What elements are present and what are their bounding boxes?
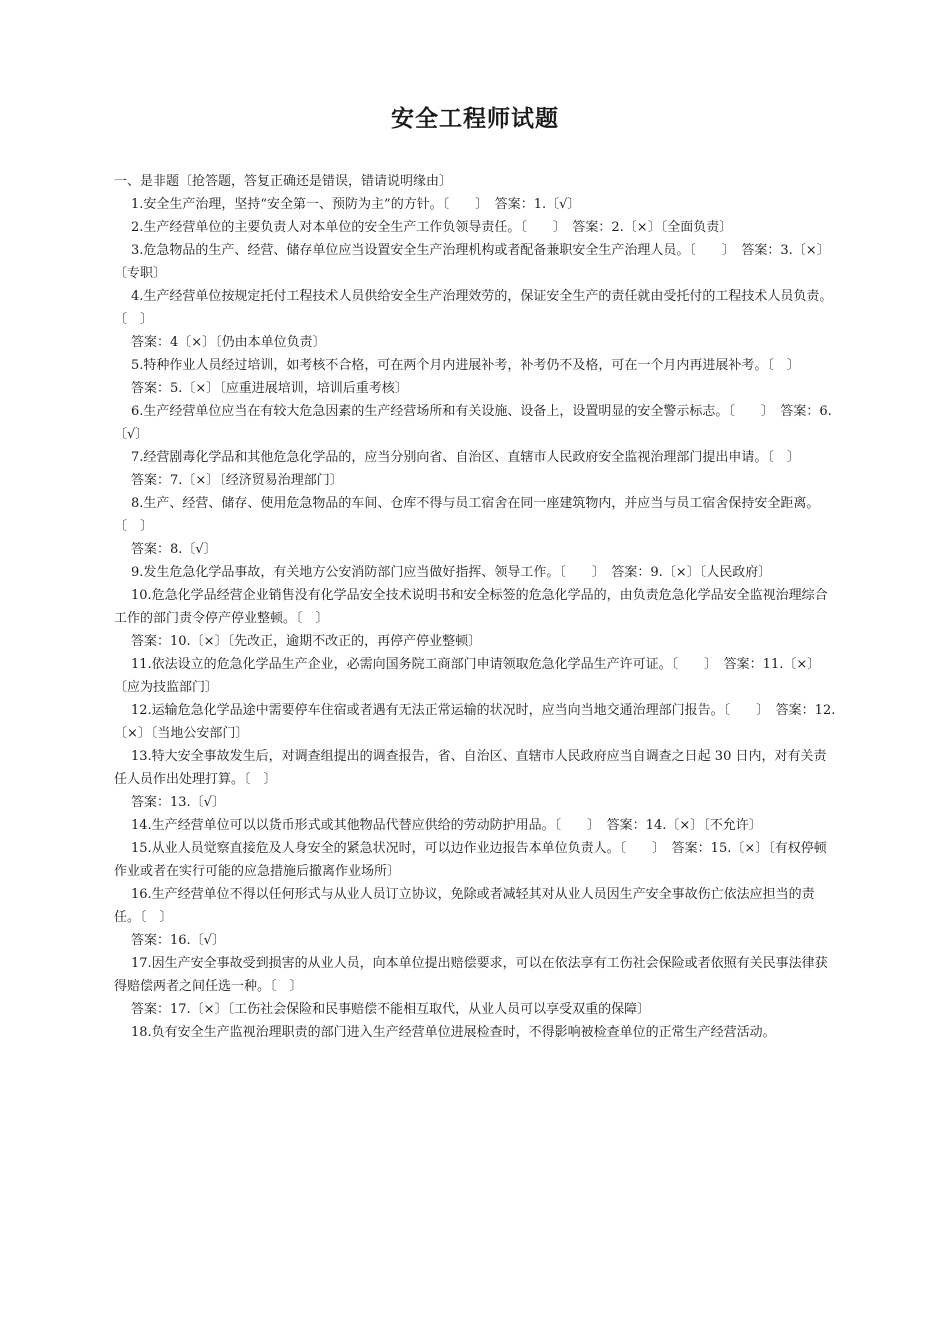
document-body xyxy=(114,170,838,1044)
question-5: 5.特种作业人员经过培训，如考核不合格，可在两个月内进展补考，补考仍不及格，可在一个月内再进展补考。〔 〕 xyxy=(131,358,800,373)
answer-16: 答案：16.〔√〕 xyxy=(131,933,225,948)
question-13: 13.特大安全事故发生后，对调查组提出的调查报告，省、自治区、直辖市人民政府应当自调查之日起 30 日内，对有关责任人员作出处理打算。〔 〕 xyxy=(114,749,827,787)
question-14: 14.生产经营单位可以以货币形式或其他物品代替应供给的劳动防护用品。〔 〕 答案：14.〔×〕〔不允许〕 xyxy=(131,818,762,833)
question-10: 10.危急化学品经营企业销售没有化学品安全技术说明书和安全标签的危急化学品的，由负责危急化学品安全监视治理综合工作的部门责令停产停业整顿。〔 〕 xyxy=(114,588,828,626)
question-4: 4.生产经营单位按规定托付工程技术人员供给安全生产治理效劳的，保证安全生产的责任就由受托付的工程技术人员负责。〔 〕 xyxy=(114,289,833,327)
document-title: 安全工程师试题 xyxy=(391,105,559,132)
question-6: 6.生产经营单位应当在有较大危急因素的生产经营场所和有关设施、设备上，设置明显的安全警示标志。〔 〕 答案：6.〔√〕 xyxy=(114,404,832,442)
question-3: 3.危急物品的生产、经营、储存单位应当设置安全生产治理机构或者配备兼职安全生产治理人员。〔 〕 答案：3.〔×〕〔专职〕 xyxy=(114,243,830,281)
question-9: 9.发生危急化学品事故，有关地方公安消防部门应当做好指挥、领导工作。〔 〕 答案：9.〔×〕〔人民政府〕 xyxy=(131,565,772,580)
answer-10: 答案：10.〔×〕〔先改正，逾期不改正的，再停产停业整顿〕 xyxy=(131,634,482,649)
answer-4: 答案：4〔×〕〔仍由本单位负责〕 xyxy=(131,335,326,350)
question-17: 17.因生产安全事故受到损害的从业人员，向本单位提出赔偿要求，可以在依法享有工伤社会保险或者依照有关民事法律获得赔偿两者之间任选一种。〔 〕 xyxy=(114,956,828,994)
question-2: 2.生产经营单位的主要负责人对本单位的安全生产工作负领导责任。〔 〕 答案：2.〔×〕〔全面负责〕 xyxy=(131,220,733,235)
section-heading: 一、是非题〔抢答题，答复正确还是错误，错请说明缘由〕 xyxy=(114,174,453,189)
answer-13: 答案：13.〔√〕 xyxy=(131,795,225,810)
answer-5: 答案：5.〔×〕〔应重进展培训，培训后重考核〕 xyxy=(131,381,408,396)
question-15: 15.从业人员觉察直接危及人身安全的紧急状况时，可以边作业边报告本单位负责人。〔 〕 答案：15.〔×〕〔有权停顿作业或者在实行可能的应急措施后撤离作业场所〕 xyxy=(114,841,827,879)
question-8: 8.生产、经营、储存、使用危急物品的车间、仓库不得与员工宿舍在同一座建筑物内，并应当与员工宿舍保持安全距离。〔 〕 xyxy=(114,496,820,534)
answer-8: 答案：8.〔√〕 xyxy=(131,542,217,557)
question-18: 18.负有安全生产监视治理职责的部门进入生产经营单位进展检查时，不得影响被检查单位的正常生产经营活动。 xyxy=(131,1025,776,1040)
question-7: 7.经营剧毒化学品和其他危急化学品的，应当分别向省、自治区、直辖市人民政府安全监视治理部门提出申请。〔 〕 xyxy=(131,450,800,465)
question-11: 11.依法设立的危急化学品生产企业，必需向国务院工商部门申请领取危急化学品生产许可证。〔 〕 答案：11.〔×〕〔应为技监部门〕 xyxy=(114,657,821,695)
answer-17: 答案：17.〔×〕〔工伤社会保险和民事赔偿不能相互取代，从业人员可以享受双重的保障〕 xyxy=(131,1002,651,1017)
answer-7: 答案：7.〔×〕〔经济贸易治理部门〕 xyxy=(131,473,343,488)
question-12: 12.运输危急化学品途中需要停车住宿或者遇有无法正常运输的状况时，应当向当地交通治理部门报告。〔 〕 答案：12.〔×〕〔当地公安部门〕 xyxy=(114,703,836,741)
question-16: 16.生产经营单位不得以任何形式与从业人员订立协议，免除或者减轻其对从业人员因生产安全事故伤亡依法应担当的责任。〔 〕 xyxy=(114,887,815,925)
question-1: 1.安全生产治理，坚持“安全第一、预防为主”的方针。〔 〕 答案：1.〔√〕 xyxy=(131,197,581,212)
